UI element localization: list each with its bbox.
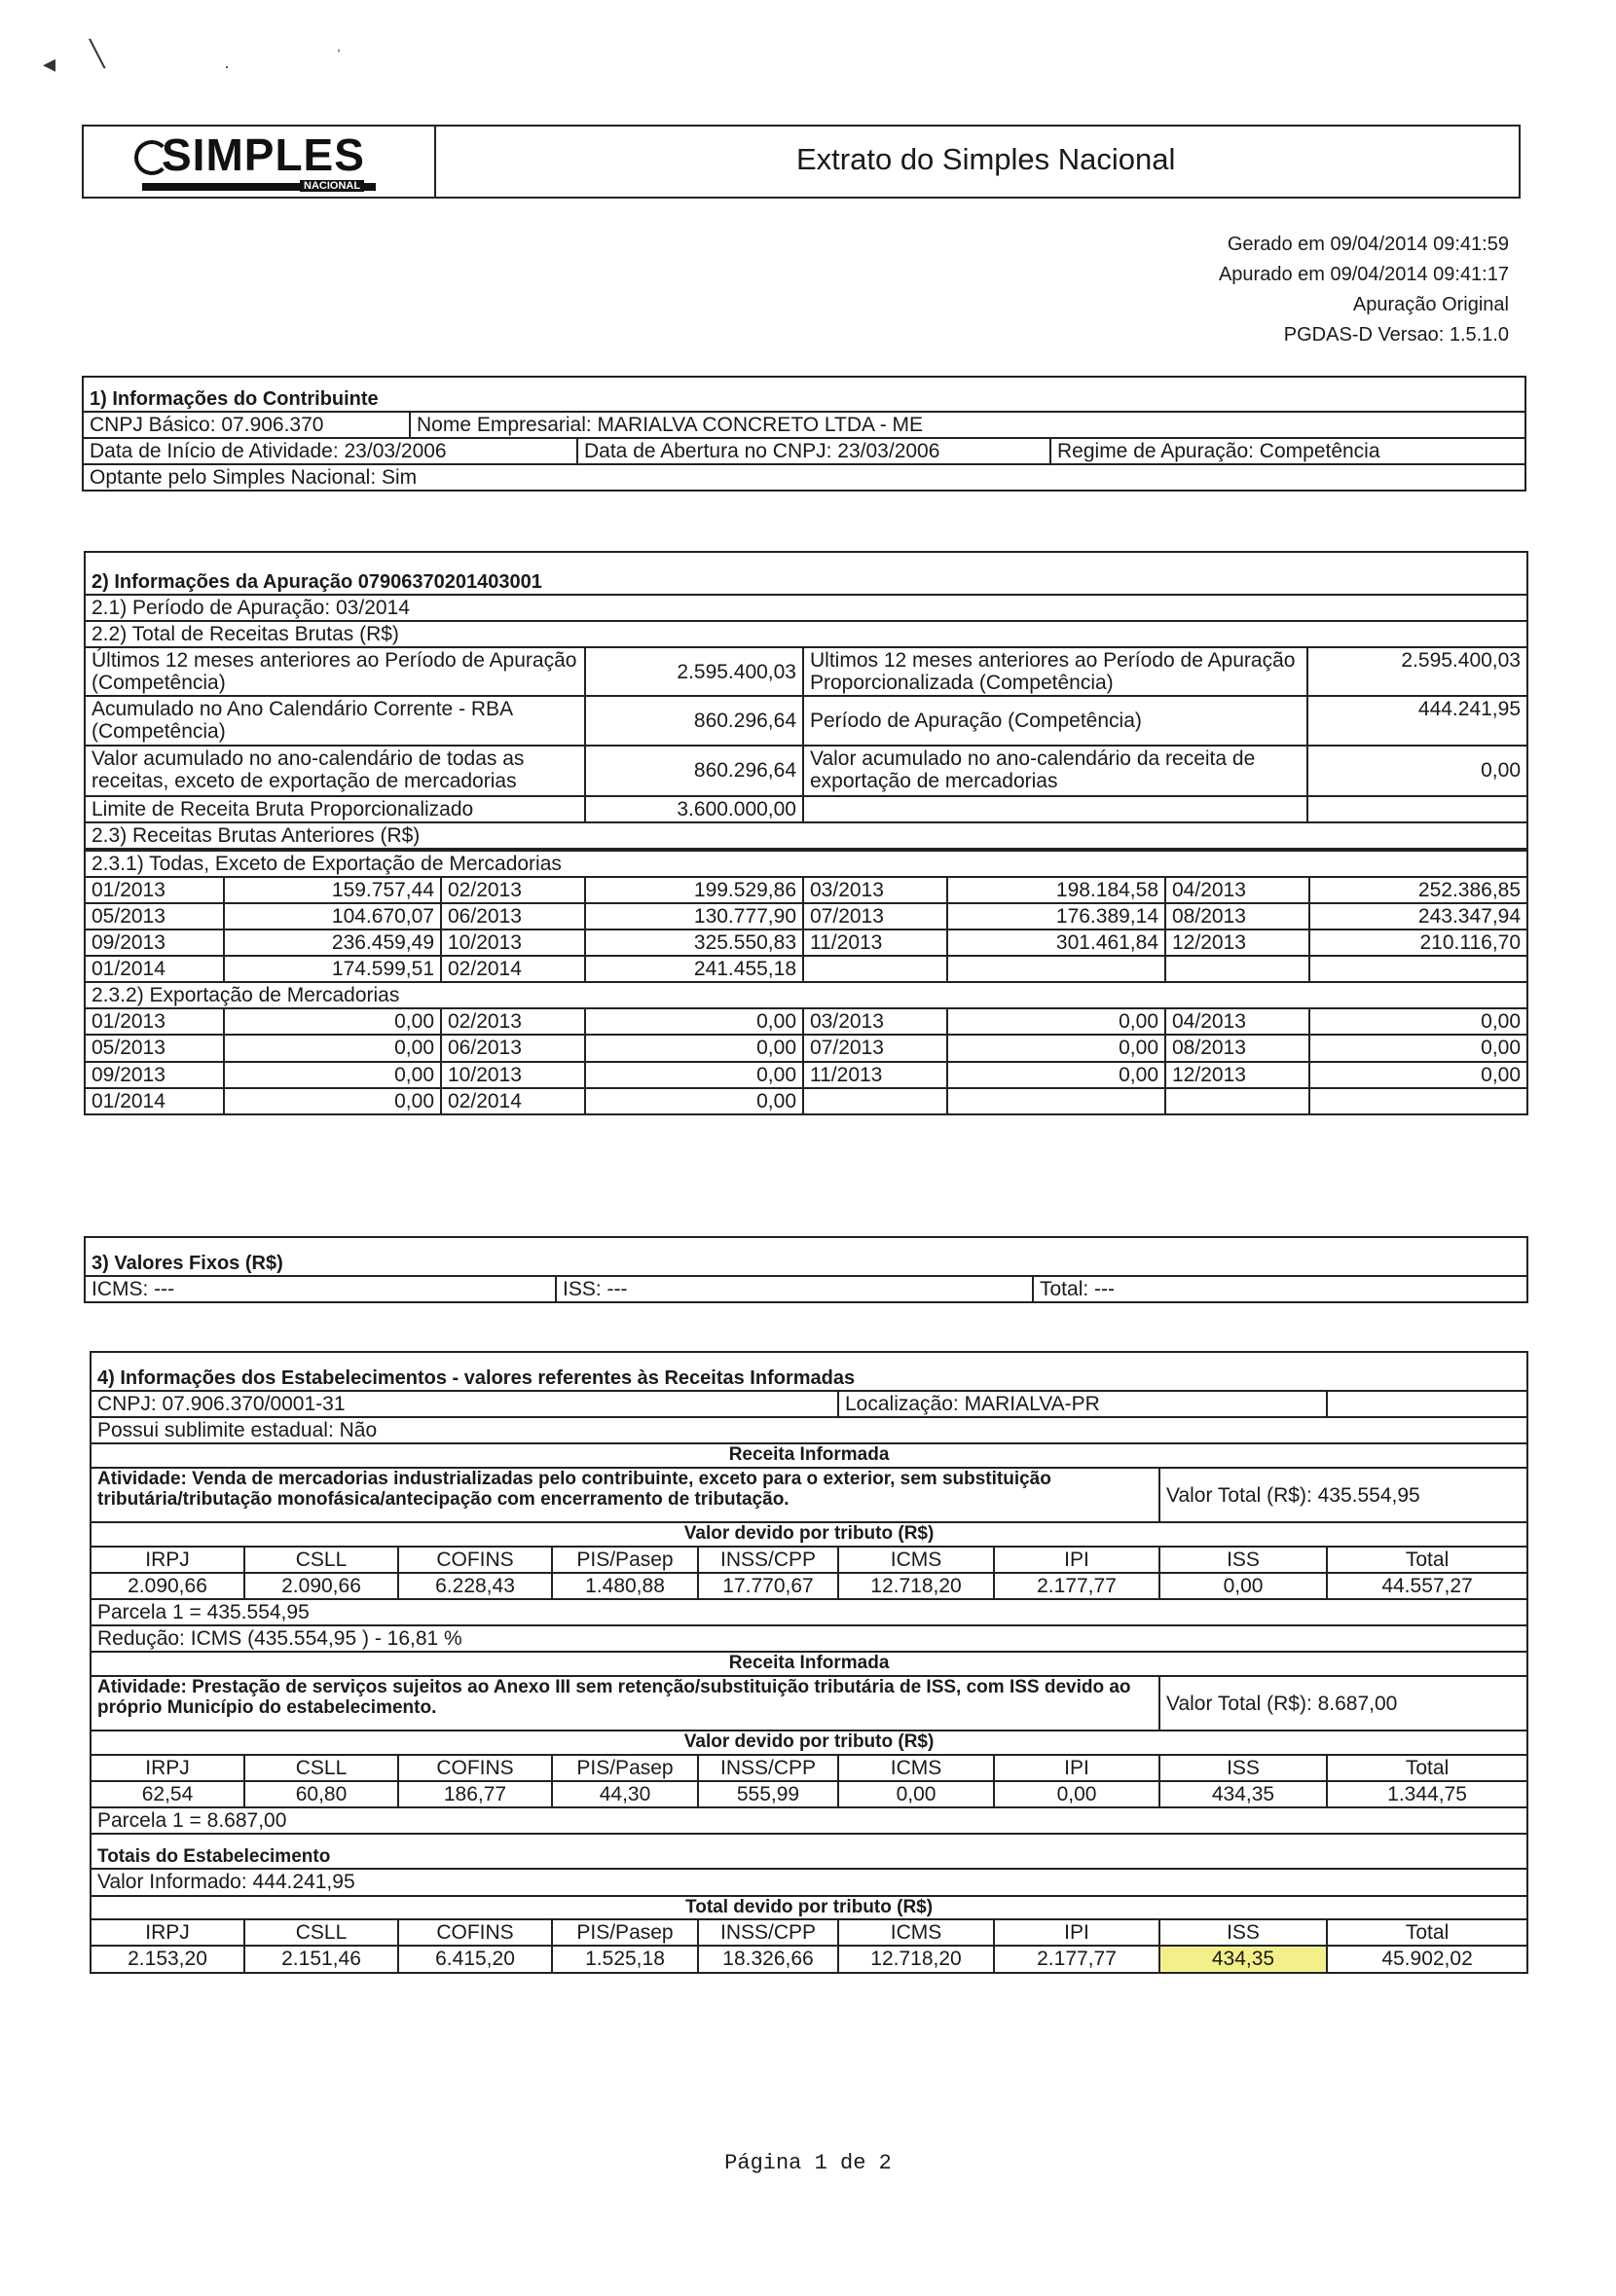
receitas-todas-table: [84, 850, 1528, 1115]
header-irpj: IRPJ: [91, 1547, 244, 1573]
tributo-header-row: [91, 1547, 1527, 1573]
valor-cell: [1309, 1088, 1527, 1114]
tributo-values-row: [91, 1781, 1527, 1807]
header-inss: INSS/CPP: [698, 1919, 838, 1946]
nome-empresarial: Nome Empresarial: MARIALVA CONCRETO LTDA - ME: [410, 412, 1525, 438]
apurado-em: Apurado em 09/04/2014 09:41:17: [1218, 264, 1509, 285]
section-1-title: 1) Informações do Contribuinte: [83, 377, 1525, 412]
valor-cell: 0,00: [585, 1062, 803, 1088]
receita-label: Ultimos 12 meses anteriores ao Período de Apuração Proporcionalizada (Competência): [803, 647, 1307, 696]
periodo-cell: 09/2013: [85, 1062, 224, 1088]
header-irpj: IRPJ: [91, 1755, 244, 1781]
total-fixo: Total: ---: [1033, 1276, 1527, 1302]
header-ipi: IPI: [994, 1919, 1159, 1946]
total-ipi: 2.177,77: [994, 1946, 1159, 1972]
periodo-cell: 03/2013: [803, 1008, 947, 1035]
reducao: Redução: ICMS (435.554,95 ) - 16,81 %: [91, 1625, 1527, 1652]
atividade-description: Atividade: Venda de mercadorias industrializadas pelo contribuinte, exceto para o exterior, sem substituição tributária/tributação monofásica/antecipação com encerramento de tributação.: [91, 1468, 1159, 1522]
valor-cell: 325.550,83: [585, 929, 803, 956]
periodo-cell: 07/2013: [803, 903, 947, 929]
parcela: Parcela 1 = 8.687,00: [91, 1807, 1527, 1834]
valor-informado: Valor Informado: 444.241,95: [91, 1869, 1527, 1895]
periodo-cell: 01/2014: [85, 1088, 224, 1114]
table-row: [85, 929, 1527, 956]
header-iss: ISS: [1159, 1547, 1327, 1573]
valor-cell: 176.389,14: [947, 903, 1165, 929]
receita-value: 444.241,95: [1307, 696, 1527, 745]
periodo-cell: 01/2013: [85, 1008, 224, 1035]
sublimite-estadual: Possui sublimite estadual: Não: [91, 1417, 1527, 1443]
totais-title: Totais do Estabelecimento: [91, 1834, 1527, 1869]
page-title: Extrato do Simples Nacional: [796, 142, 1176, 176]
periodo-cell: 01/2013: [85, 877, 224, 903]
header-box: [82, 125, 1521, 199]
periodo-cell: 02/2013: [441, 877, 585, 903]
receita-label: [803, 796, 1307, 822]
value-iss: 434,35: [1159, 1781, 1327, 1807]
value-icms: 0,00: [838, 1781, 994, 1807]
value-total: 1.344,75: [1327, 1781, 1527, 1807]
valor-cell: 104.670,07: [224, 903, 441, 929]
export-title: 2.3.2) Exportação de Mercadorias: [85, 982, 1527, 1008]
header-icms: ICMS: [838, 1755, 994, 1781]
header-cofins: COFINS: [398, 1755, 552, 1781]
table-row: [85, 1035, 1527, 1061]
total-pis: 1.525,18: [552, 1946, 698, 1972]
periodo-cell: [1165, 1088, 1309, 1114]
valor-cell: 199.529,86: [585, 877, 803, 903]
value-cofins: 186,77: [398, 1781, 552, 1807]
table-row: [85, 1062, 1527, 1088]
valor-cell: [947, 956, 1165, 982]
periodo-cell: 07/2013: [803, 1035, 947, 1061]
valor-cell: 0,00: [947, 1062, 1165, 1088]
periodo-cell: 02/2013: [441, 1008, 585, 1035]
icms-fixo: ICMS: ---: [85, 1276, 556, 1302]
section-3: [84, 1236, 1526, 1303]
page-number: Página 1 de 2: [724, 2151, 892, 2175]
periodo-cell: 06/2013: [441, 903, 585, 929]
valor-total: Valor Total (R$): 435.554,95: [1159, 1468, 1527, 1522]
periodo-cell: 12/2013: [1165, 929, 1309, 956]
todas-title: 2.3.1) Todas, Exceto de Exportação de Mercadorias: [85, 851, 1527, 877]
gerado-em: Gerado em 09/04/2014 09:41:59: [1227, 234, 1509, 255]
receita-label: Últimos 12 meses anteriores ao Período de Apuração (Competência): [85, 647, 585, 696]
regime-apuracao: Regime de Apuração: Competência: [1050, 438, 1525, 464]
table-row: [85, 903, 1527, 929]
data-abertura: Data de Abertura no CNPJ: 23/03/2006: [577, 438, 1050, 464]
valor-cell: 130.777,90: [585, 903, 803, 929]
apuracao-tipo: Apuração Original: [1352, 294, 1509, 315]
tributo-header-row: [91, 1919, 1527, 1946]
cnpj-basico: CNPJ Básico: 07.906.370: [83, 412, 410, 438]
value-ipi: 0,00: [994, 1781, 1159, 1807]
valor-cell: 236.459,49: [224, 929, 441, 956]
header-pis: PIS/Pasep: [552, 1547, 698, 1573]
valor-devido-label: Valor devido por tributo (R$): [91, 1522, 1527, 1547]
periodo-cell: 08/2013: [1165, 903, 1309, 929]
periodo-cell: 11/2013: [803, 929, 947, 956]
periodo-cell: 05/2013: [85, 1035, 224, 1061]
periodo-cell: [803, 956, 947, 982]
receita-value: 860.296,64: [585, 696, 803, 745]
valor-cell: 174.599,51: [224, 956, 441, 982]
valor-cell: 0,00: [585, 1008, 803, 1035]
receita-label: Período de Apuração (Competência): [803, 696, 1307, 745]
total-cofins: 6.415,20: [398, 1946, 552, 1972]
header-iss: ISS: [1159, 1919, 1327, 1946]
valor-cell: 0,00: [1309, 1008, 1527, 1035]
atividade-description: Atividade: Prestação de serviços sujeitos ao Anexo III sem retenção/substituição tributária de ISS, com ISS devido ao próprio Município do estabelecimento.: [91, 1676, 1159, 1731]
table-row: [85, 1088, 1527, 1114]
section-2-title: 2) Informações da Apuração 07906370201403001: [85, 552, 1527, 595]
header-inss: INSS/CPP: [698, 1547, 838, 1573]
total-icms: 12.718,20: [838, 1946, 994, 1972]
header-total: Total: [1327, 1755, 1527, 1781]
valor-cell: 0,00: [947, 1035, 1165, 1061]
section-2: [84, 551, 1526, 1115]
header-csll: CSLL: [244, 1919, 398, 1946]
header-icms: ICMS: [838, 1919, 994, 1946]
valor-cell: 243.347,94: [1309, 903, 1527, 929]
value-icms: 12.718,20: [838, 1573, 994, 1599]
valor-cell: 241.455,18: [585, 956, 803, 982]
valor-cell: 210.116,70: [1309, 929, 1527, 956]
periodo-cell: 11/2013: [803, 1062, 947, 1088]
header-csll: CSLL: [244, 1547, 398, 1573]
valor-cell: 198.184,58: [947, 877, 1165, 903]
valor-cell: 0,00: [224, 1035, 441, 1061]
receita-value: 0,00: [1307, 746, 1527, 796]
value-iss: 0,00: [1159, 1573, 1327, 1599]
header-cofins: COFINS: [398, 1919, 552, 1946]
total-irpj: 2.153,20: [91, 1946, 244, 1972]
value-total: 44.557,27: [1327, 1573, 1527, 1599]
receita-value: 2.595.400,03: [1307, 647, 1527, 696]
value-ipi: 2.177,77: [994, 1573, 1159, 1599]
receita-value: 2.595.400,03: [585, 647, 803, 696]
empty-cell: [1327, 1391, 1527, 1417]
value-irpj: 62,54: [91, 1781, 244, 1807]
receita-value: [1307, 796, 1527, 822]
header-ipi: IPI: [994, 1547, 1159, 1573]
valor-cell: 0,00: [224, 1088, 441, 1114]
total-iss-highlighted: 434,35: [1159, 1946, 1327, 1972]
valor-cell: [1309, 956, 1527, 982]
value-irpj: 2.090,66: [91, 1573, 244, 1599]
section-4: [90, 1351, 1526, 1974]
optante-simples: Optante pelo Simples Nacional: Sim: [83, 464, 1525, 491]
total-inss: 18.326,66: [698, 1946, 838, 1972]
periodo-cell: 12/2013: [1165, 1062, 1309, 1088]
header-pis: PIS/Pasep: [552, 1755, 698, 1781]
periodo-cell: 04/2013: [1165, 1008, 1309, 1035]
header-csll: CSLL: [244, 1755, 398, 1781]
valor-cell: 252.386,85: [1309, 877, 1527, 903]
tributo-values-row: [91, 1573, 1527, 1599]
section-4-title: 4) Informações dos Estabelecimentos - valores referentes às Receitas Informadas: [91, 1352, 1527, 1391]
periodo-cell: 02/2014: [441, 1088, 585, 1114]
data-inicio: Data de Início de Atividade: 23/03/2006: [83, 438, 577, 464]
value-cofins: 6.228,43: [398, 1573, 552, 1599]
valor-cell: 0,00: [1309, 1035, 1527, 1061]
valor-cell: 0,00: [585, 1088, 803, 1114]
periodo-cell: 08/2013: [1165, 1035, 1309, 1061]
receita-label: Valor acumulado no ano-calendário de todas as receitas, exceto de exportação de mercadorias: [85, 746, 585, 796]
tributo-header-row: [91, 1755, 1527, 1781]
value-inss: 555,99: [698, 1781, 838, 1807]
periodo-cell: 10/2013: [441, 1062, 585, 1088]
valor-cell: 0,00: [947, 1008, 1165, 1035]
valor-cell: 0,00: [224, 1008, 441, 1035]
iss-fixo: ISS: ---: [556, 1276, 1033, 1302]
section-1: [82, 376, 1524, 492]
receita-label: Valor acumulado no ano-calendário da receita de exportação de mercadorias: [803, 746, 1307, 796]
tributo-totals-row: [91, 1946, 1527, 1972]
periodo-cell: 09/2013: [85, 929, 224, 956]
total-receitas-title: 2.2) Total de Receitas Brutas (R$): [85, 621, 1527, 647]
valor-cell: 0,00: [1309, 1062, 1527, 1088]
periodo-cell: 01/2014: [85, 956, 224, 982]
header-iss: ISS: [1159, 1755, 1327, 1781]
table-row: [85, 877, 1527, 903]
receita-label: Limite de Receita Bruta Proporcionalizado: [85, 796, 585, 822]
periodo-cell: [1165, 956, 1309, 982]
table-row: [85, 1008, 1527, 1035]
periodo-cell: 02/2014: [441, 956, 585, 982]
header-icms: ICMS: [838, 1547, 994, 1573]
receita-label: Acumulado no Ano Calendário Corrente - RBA (Competência): [85, 696, 585, 745]
periodo-cell: 10/2013: [441, 929, 585, 956]
periodo-cell: 03/2013: [803, 877, 947, 903]
receita-value: 860.296,64: [585, 746, 803, 796]
valor-cell: [947, 1088, 1165, 1114]
estabelecimento-cnpj: CNPJ: 07.906.370/0001-31: [91, 1391, 838, 1417]
valor-cell: 0,00: [224, 1062, 441, 1088]
section-3-title: 3) Valores Fixos (R$): [85, 1237, 1527, 1276]
value-csll: 60,80: [244, 1781, 398, 1807]
valor-cell: 0,00: [585, 1035, 803, 1061]
total-csll: 2.151,46: [244, 1946, 398, 1972]
total-geral: 45.902,02: [1327, 1946, 1527, 1972]
total-devido-label: Total devido por tributo (R$): [91, 1896, 1527, 1920]
header-total: Total: [1327, 1919, 1527, 1946]
logo-sub: NACIONAL: [300, 180, 364, 192]
receita-value: 3.600.000,00: [585, 796, 803, 822]
receitas-anteriores-title: 2.3) Receitas Brutas Anteriores (R$): [85, 822, 1527, 849]
header-inss: INSS/CPP: [698, 1755, 838, 1781]
header-ipi: IPI: [994, 1755, 1159, 1781]
parcela: Parcela 1 = 435.554,95: [91, 1599, 1527, 1625]
value-pis: 44,30: [552, 1781, 698, 1807]
header-pis: PIS/Pasep: [552, 1919, 698, 1946]
periodo-cell: 06/2013: [441, 1035, 585, 1061]
logo: [84, 127, 436, 197]
pgdas-versao: PGDAS-D Versao: 1.5.1.0: [1283, 324, 1509, 346]
header-cofins: COFINS: [398, 1547, 552, 1573]
receita-informada-label: Receita Informada: [91, 1652, 1527, 1676]
receita-informada-label: Receita Informada: [91, 1443, 1527, 1468]
valor-cell: 301.461,84: [947, 929, 1165, 956]
valor-total: Valor Total (R$): 8.687,00: [1159, 1676, 1527, 1731]
value-pis: 1.480,88: [552, 1573, 698, 1599]
meta-block: [1219, 230, 1509, 350]
localizacao: Localização: MARIALVA-PR: [838, 1391, 1327, 1417]
valor-cell: 159.757,44: [224, 877, 441, 903]
periodo-cell: 05/2013: [85, 903, 224, 929]
table-row: [85, 956, 1527, 982]
periodo-cell: 04/2013: [1165, 877, 1309, 903]
periodo-apuracao: 2.1) Período de Apuração: 03/2014: [85, 595, 1527, 621]
logo-word: SIMPLES: [162, 129, 365, 180]
valor-devido-label: Valor devido por tributo (R$): [91, 1731, 1527, 1755]
value-inss: 17.770,67: [698, 1573, 838, 1599]
header-total: Total: [1327, 1547, 1527, 1573]
periodo-cell: [803, 1088, 947, 1114]
value-csll: 2.090,66: [244, 1573, 398, 1599]
header-irpj: IRPJ: [91, 1919, 244, 1946]
